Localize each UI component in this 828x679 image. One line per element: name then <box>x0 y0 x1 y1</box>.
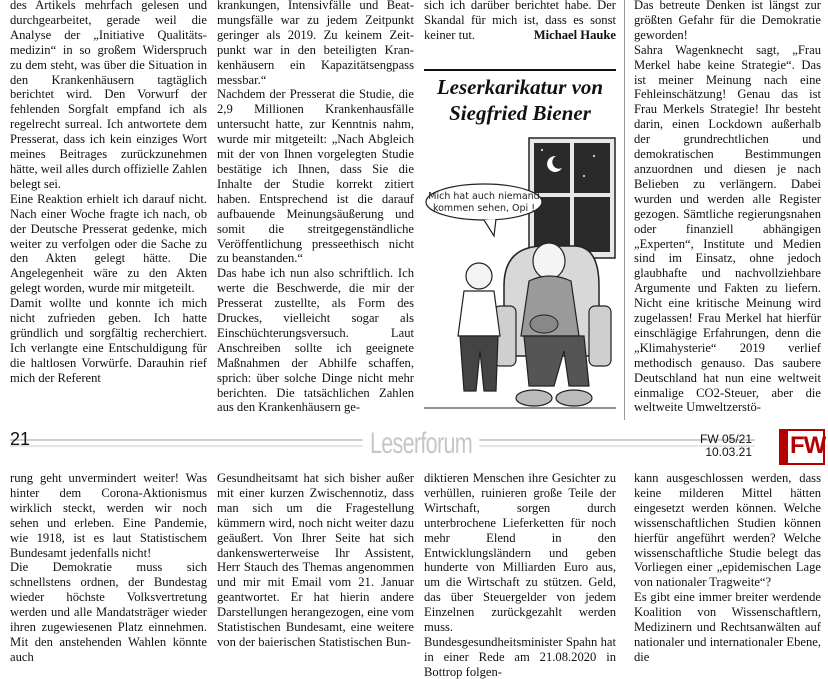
paragraph: Es gibt eine immer breiter werdende Koalition von Wissenschaftlern, Medizinern und Rechtsanwälten auf nationaler und internationaler Ebene, die <box>634 590 821 664</box>
article-column-top-2 <box>217 0 414 424</box>
article-column-bottom-4 <box>634 471 821 679</box>
caricature-title-line: Siegfried Biener <box>449 101 591 125</box>
window-pane <box>574 197 610 252</box>
paragraph: kann ausgeschlossen werden, dass keine milderen Mittel hätten eingesetzt werden können. Welche wissenschaftlichen Studien können hierfür angeführt werden? Welche wissenschaftliche Studie belegt das Vorliegen einer „epidemischen Lage von nationaler Tragweite“? <box>634 471 821 590</box>
grandpa-legs <box>524 336 589 386</box>
cat <box>530 315 558 333</box>
paragraph: rung geht unvermindert weiter! Was hinter dem Corona-Aktionismus wirklich steckt, werden wir noch sehen und erleben. Eine Pandemie, wie 1918, ist es laut Statistischem Bundesamt jedenfalls nicht! <box>10 471 207 560</box>
star-icon <box>593 155 595 157</box>
caricature-title-line: Leserkarikatur von <box>436 75 604 99</box>
window-pane <box>574 143 610 193</box>
page-divider <box>0 425 828 470</box>
star-icon <box>541 149 543 151</box>
boy-head <box>466 263 492 289</box>
slipper <box>516 390 552 406</box>
author-signature: Michael Hauke <box>533 27 616 42</box>
speech-bubble <box>426 184 542 220</box>
paragraph: Damit wollte und konnte ich mich nicht zufrieden geben. Ich hatte gründlich und sorgfältig recherchiert. Ich verlangte eine Entschuldigung für die haltlosen Vorwürfe. Darauhin rief mich der Referent <box>10 296 207 385</box>
issue-date: 10.03.21 <box>705 445 753 459</box>
column-separator <box>624 0 625 420</box>
paragraph: Eine Reaktion erhielt ich darauf nicht. Nach einer Woche fragte ich nach, ob der Deutsche Presserat gedenke, mich weiter zu verfolgen oder die Sache zu den Akten gelegt hätte. Die Angelegenheit wäre zu den Akten gelegt worden, wurde mir mitgeteilt. <box>10 191 207 296</box>
paragraph: krankungen, Intensivfälle und Beatmungsfälle war zu jedem Zeitpunkt geringer als 2019. Zu keinem Zeitpunkt war in den beteiligten Krankenhäusern ein Kapazitätsengpass messbar.“ <box>217 0 414 87</box>
caricature-title <box>424 74 616 126</box>
paragraph: Das habe ich nun also schriftlich. Ich werte die Beschwerde, die mir der Presserat zustellte, als Form des Druckes, vielleicht sogar als Einschüchterungsversuch. Laut Anschreiben sollte ich geeignete Maßnahmen der Abhilfe schaffen, sprich: über solche Dinge nicht mehr berichten. Die tatsächlichen Zahlen aus den Krankenhäusern ge- <box>217 266 414 415</box>
title-rule <box>424 69 616 71</box>
paragraph: Gesundheitsamt hat sich bisher außer mit einer kurzen Zwischennotiz, dass man sich um die Fragestellung kümmern wird, noch nicht weiter dazu geäußert. Von Ihrer Seite hat sich dankenswerterweise Ihr Assistent, Herr Stauch des Themas angenommen und mir mit Email vom 21. Januar geantwortet. Er hat hierin andere Darstellungen herangezogen, eine vom Statistischen Bundesamt, eine weitere von der baierischen Statistischen Bun- <box>217 471 414 649</box>
article-column-bottom-3 <box>424 471 616 679</box>
article-column-bottom-2 <box>217 471 414 679</box>
paragraph: Sahra Wagenknecht sagt, „Frau Merkel habe keine Strategie“. Das ist meiner Meinung nach eine Fehleinschätzung! Genau das ist Frau Merkels Strategie! Ihr besteht darin, einen Lockdown außerhalb der grundrechtlichen und demokratischen Bestimmungen anzuordnen und diesen je nach Belieben zu verlängern. Dabei wurden und werden alle Register gezogen. Sämtliche regierungsnahen oder finanziell abhängigen „Experten“, Institute und Medien sind im Einsatz, ohne jedoch glaubhafte und nachvollziehbare Argumente und Fakten zu liefern. Nicht eine kritische Meinung wird zugelassen! Frau Merkel hat hierfür einschlägige Erfahrungen, denn die „Klimahysterie“ 2019 verlief methodisch genauso. Das saubere Deutschland hat nun eine weltweit einmalige CO2-Steuer, aber die weltweite Umweltzerstö- <box>634 42 821 415</box>
paragraph: Das betreute Denken ist längst zur größten Gefahr für die Demokratie geworden! <box>634 0 821 42</box>
paragraph: diktieren Menschen ihre Gesichter zu verhüllen, ruinieren große Teile der Wirtschaft, sorgen durch unterbrochene Lieferketten für noch mehr Elend in den Entwicklungsländern und geben hunderte von Milliarden Euro aus, um die Wirtschaft zu stützen. Geld, das über Steuergelder von jedem Einzelnen zurückgezahlt werden muss. <box>424 471 616 635</box>
boy-legs <box>460 336 498 391</box>
slipper <box>556 390 592 406</box>
speech-text: kommen sehen, Opi ! <box>432 203 536 214</box>
speech-text: Mich hat auch niemand <box>428 191 540 202</box>
speech-bubble-tail <box>484 219 496 236</box>
grandpa-head <box>533 243 565 279</box>
issue-number: FW 05/21 <box>700 432 753 446</box>
paragraph: Bundesgesundheitsminister Spahn hat in einer Rede am 21.08.2020 in Bottrop folgen- <box>424 634 616 679</box>
boy-shirt <box>458 291 500 336</box>
paragraph: sich ich darüber berichtet habe. Der Skandal für mich ist, dass es sonst keiner tut. <box>424 0 616 42</box>
logo-side-bar <box>781 431 788 463</box>
reader-cartoon <box>424 136 616 416</box>
article-column-top-4 <box>634 0 821 424</box>
page-number: 21 <box>10 429 31 449</box>
star-icon <box>583 175 585 177</box>
issue-info <box>700 433 752 459</box>
paragraph: Die Demokratie muss sich schnellstens ordnen, der Bundestag wieder höchste Volksvertretung werden und alle Mandatsträger wieder ihren zugewiesenen Platz einnehmen. Mit den anstehenden Wahlen könnte auch <box>10 560 207 664</box>
fw-logo <box>779 429 825 465</box>
paragraph: des Artikels mehrfach gelesen und durchgearbeitet, gerade weil die Analyse der „Initiative Qualitätsmedizin“ in so großem Widerspruch zu dem steht, was über die Situation in den Krankenhäusern tagtäglich berichtet wird. Den Vorwurf der fehlenden Sorgfalt empfand ich als regelrecht surreal. Ich antwortete dem Presserat, dass ich kein einziges Wort meines Beitrages zurückzunehmen hätte, weil alles durch offizielle Zahlen belegt sei. <box>10 0 207 191</box>
article-column-bottom-1 <box>10 471 207 679</box>
paragraph: Nachdem der Presserat die Studie, die 2,9 Millionen Krankenhausfälle untersucht hatte, zur Kenntnis nahm, wurde mir mitgeteilt: „Nach Abgleich mit der von Ihnen vorgelegten Studie bestätige ich Ihnen, dass Sie die Inhalte der Studie korrekt zitiert haben. Entsprechend ist die darauf aufbauende Meinungsäußerung und somit die streitgegenständliche Veröffentlichung presseethisch nicht zu beanstanden.“ <box>217 87 414 266</box>
section-title: Leserforum <box>363 427 480 461</box>
article-column-top-1 <box>10 0 207 424</box>
logo-text: FW <box>790 432 826 459</box>
article-column-top-3 <box>424 0 616 48</box>
armrest <box>589 306 611 366</box>
cartoon-drawing <box>424 136 616 416</box>
